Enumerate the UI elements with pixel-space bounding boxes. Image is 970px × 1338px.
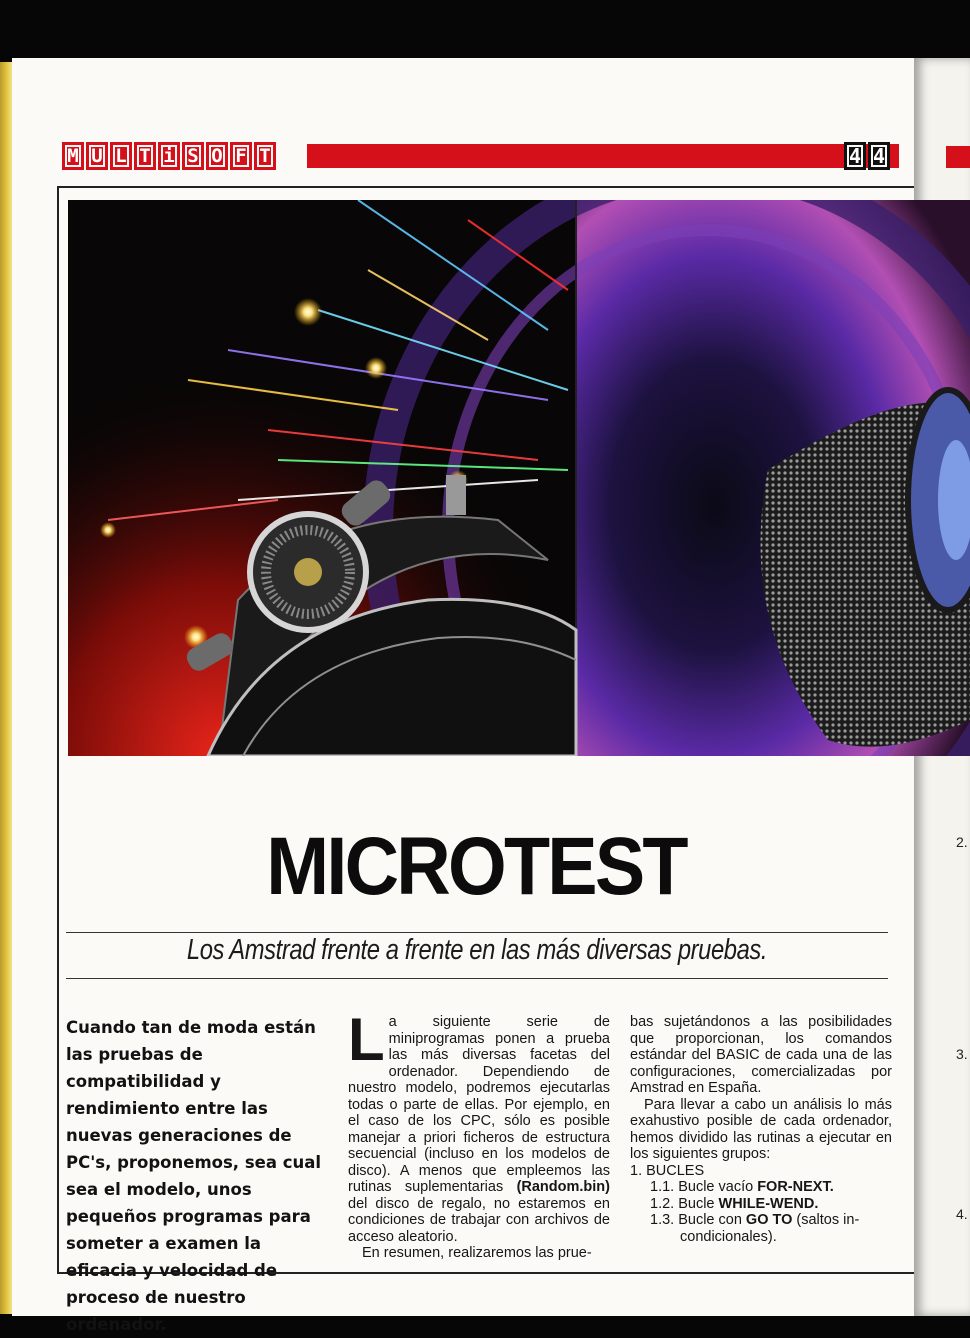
magazine-spine [0,62,12,1314]
list-item-continuation: condicionales). [680,1228,777,1245]
intro-paragraph: Cuando tan de moda están las pruebas de compatibilidad y rendimiento entre las nuevas generaciones de PC's, proponemos, sea cual sea el modelo, unos pequeños programas para someter a examen la eficacia y velocidad de proceso de nuestro ordenador. [66,1018,322,1334]
facing-page-number: 3. [956,1046,968,1062]
page-digit: 4 [868,142,890,170]
text-run: del disco de regalo, no estaremos en condiciones de trabajar con archivos de acceso aleatorio. [348,1195,610,1245]
logo-letter: T [254,142,276,170]
test-group-list [630,1163,892,1246]
list-group: 1. BUCLES [630,1162,705,1179]
text-run: a siguiente serie de miniprogramas ponen a prueba las más diversas facetas del ordenador. Dependiendo de nuestro modelo, podremos ejecutarlas todas o parte de ellas. Por ejemplo, en el caso de los CPC, sólo es posible manejar a priori ficheros de estructura secuencial (incluso en los modelos de disco). A menos que empleemos las rutinas suplementarias [348,1014,610,1195]
logo-letter: U [86,142,108,170]
list-item-text: 1.3. Bucle con [650,1212,746,1228]
page-number [844,142,890,170]
body-column-1 [348,1006,610,1262]
article-title: MICROTEST [266,821,686,912]
header-red-bar [307,144,899,168]
facing-page-number: 2. [956,834,968,850]
logo-letter: T [134,142,156,170]
list-item [630,1179,892,1196]
title-rule-bottom [66,978,888,979]
list-item [630,1196,892,1213]
file-name: (Random.bin) [516,1179,610,1195]
logo-letter: S [182,142,204,170]
list-item-keyword: FOR-NEXT. [757,1179,834,1195]
facing-page-number: 4. [956,1206,968,1222]
title-rule-top [66,932,888,933]
page-digit: 4 [844,142,866,170]
logo-letter: M [62,142,84,170]
multisoft-logo [62,142,276,170]
list-item-keyword: GO TO [745,1212,793,1228]
lens-illustration [68,200,970,756]
list-item-text: 1.1. Bucle vacío [650,1179,758,1195]
article-subtitle: Los Amstrad frente a frente en las más diversas pruebas. [186,934,768,966]
body-paragraph: bas sujetándonos a las posibilidades que proporcionan, los comandos estándar del BASIC de cada una de las configuraciones, comercializadas por Amstrad en España. [630,1014,892,1096]
logo-letter: F [230,142,252,170]
logo-letter: i [158,142,180,170]
section-header [62,142,890,170]
logo-letter: L [110,142,132,170]
body-paragraph [348,1006,610,1245]
facing-header-bar [946,146,970,168]
list-item-text: 1.2. Bucle [650,1195,719,1212]
lens-photo [68,200,970,756]
drop-cap: L [348,1006,385,1073]
body-paragraph: Para llevar a cabo un análisis lo más exahustivo posible de cada ordenador, hemos dividido las rutinas a ejecutar en los siguientes grupos: [630,1096,892,1162]
body-column-2 [630,1014,892,1245]
list-item-text: (saltos in- [792,1212,860,1228]
logo-letter: O [206,142,228,170]
list-item-keyword: WHILE-WEND. [718,1195,819,1212]
body-paragraph: En resumen, realizaremos las prue- [362,1245,592,1261]
list-item [630,1212,892,1229]
